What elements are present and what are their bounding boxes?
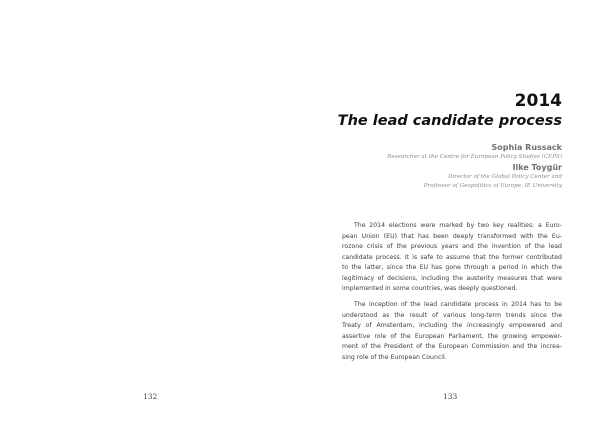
author-role-1: Researcher at the Centre for European Policy Studies (CEPS) [387,154,562,160]
author-role-2b: Professor of Geopolitics of Europe, IE University [423,183,562,189]
text-line: assertive role of the European Parliament, the growing empower- [342,332,562,340]
text-line: to the latter, since the EU has gone through a period in which the [342,264,562,271]
author-role-2a: Director of the Global Policy Center and [448,174,562,180]
author-name-2: Ilke Toygür [512,163,562,172]
text-line: Treaty of Amsterdam, including the increasingly empowered and [342,322,562,329]
author-name-1: Sophia Russack [491,143,562,152]
text-line: candidate process. It is safe to assume that the former contributed [342,253,562,261]
paragraph-1 [342,221,562,295]
paragraph-2 [342,300,562,363]
text-line: implemented in some countries, was deeply questioned. [342,285,518,292]
page-number-left: 132 [143,392,158,401]
right-page [300,0,600,425]
page-number-right: 133 [443,392,458,401]
text-line: understood as the result of various long-term trends since the [342,311,562,319]
text-line: ment of the President of the European Commission and the increa- [342,343,562,350]
text-line: sing role of the European Council. [342,353,447,361]
text-line: legitimacy of decisions, including the austerity measures that were [342,274,562,282]
text-line: The inception of the lead candidate process in 2014 has to be [354,301,562,308]
chapter-year: 2014 [514,91,562,111]
text-line: pean Union (EU) that has been deeply transformed with the Eu- [342,232,562,240]
chapter-title: The lead candidate process [337,113,562,129]
text-line: The 2014 elections were marked by two key realities: a Euro- [354,222,562,229]
text-line: rozone crisis of the previous years and the invention of the lead [342,243,562,250]
